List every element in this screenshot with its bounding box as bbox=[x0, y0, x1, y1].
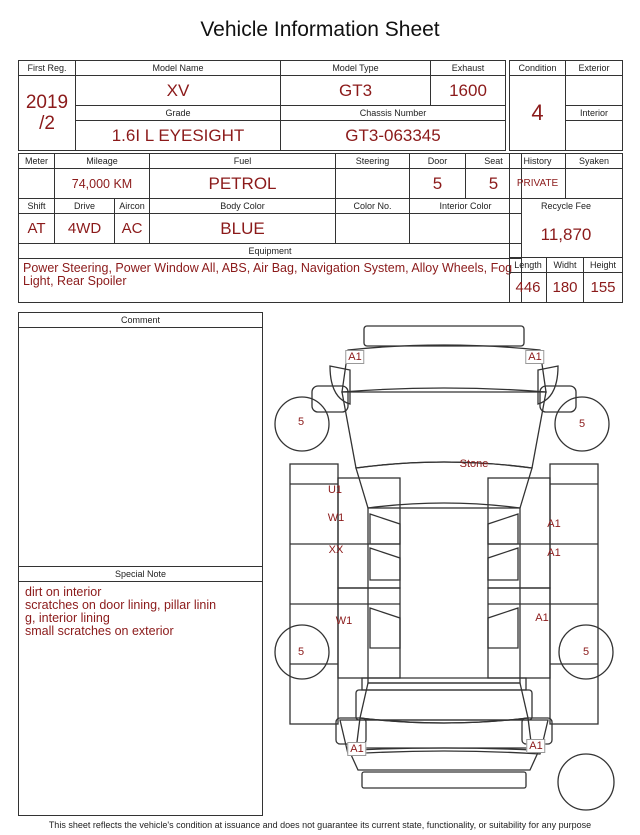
fuel-label: Fuel bbox=[150, 154, 336, 169]
recycle-fee-value: 11,870 bbox=[510, 213, 623, 257]
recycle-fee-label: Recycle Fee bbox=[510, 199, 623, 214]
condition-value: 4 bbox=[510, 76, 566, 151]
length-value: 446 bbox=[510, 272, 547, 303]
length-label: Length bbox=[510, 257, 547, 272]
history-table bbox=[509, 153, 623, 303]
exhaust-value: 1600 bbox=[431, 76, 506, 106]
steering-label: Steering bbox=[336, 154, 410, 169]
vehicle-summary-table bbox=[18, 60, 506, 151]
height-label: Height bbox=[584, 257, 623, 272]
seat-label: Seat bbox=[466, 154, 522, 169]
condition-label: Condition bbox=[510, 61, 566, 76]
first-reg-label: First Reg. bbox=[19, 61, 76, 76]
damage-mark: 5 bbox=[582, 646, 590, 658]
chassis-number-label: Chassis Number bbox=[281, 106, 506, 121]
width-label: Widht bbox=[547, 257, 584, 272]
shift-value: AT bbox=[19, 214, 55, 244]
damage-mark: XX bbox=[328, 544, 344, 556]
special-note-text: dirt on interior scratches on door lining, pillar linin g, interior lining small scratches on exterior bbox=[25, 585, 217, 638]
interior-label: Interior bbox=[566, 106, 623, 121]
damage-mark: A1 bbox=[347, 742, 366, 756]
model-name-label: Model Name bbox=[76, 61, 281, 76]
history-value: PRIVATE bbox=[510, 169, 566, 199]
grade-label: Grade bbox=[76, 106, 281, 121]
comment-panel bbox=[18, 312, 263, 567]
car-diagram bbox=[270, 318, 630, 818]
exterior-value bbox=[566, 76, 623, 106]
spare-wheel bbox=[558, 754, 614, 810]
height-value: 155 bbox=[584, 272, 623, 303]
right-side-shape bbox=[550, 464, 598, 724]
equipment-value: Power Steering, Power Window All, ABS, Air Bag, Navigation System, Alloy Wheels, Fog Light, Rear Spoiler bbox=[23, 261, 513, 288]
interior-color-label: Interior Color bbox=[410, 199, 522, 214]
body-color-label: Body Color bbox=[150, 199, 336, 214]
condition-table bbox=[509, 60, 623, 151]
exhaust-label: Exhaust bbox=[431, 61, 506, 76]
disclaimer-footer: This sheet reflects the vehicle's condition at issuance and does not guarantee its current state, functionality, or suitability for any purpose bbox=[48, 820, 592, 830]
width-value: 180 bbox=[547, 272, 584, 303]
hood-front-shape bbox=[342, 345, 546, 392]
model-name-value: XV bbox=[76, 76, 281, 106]
page-title: Vehicle Information Sheet bbox=[200, 18, 440, 41]
trunk-shape bbox=[356, 690, 532, 720]
equipment-label: Equipment bbox=[19, 244, 522, 259]
roof-shape bbox=[368, 508, 520, 683]
windshield-shape bbox=[356, 462, 532, 508]
damage-mark: 5 bbox=[578, 418, 586, 430]
damage-mark: Stone bbox=[459, 458, 489, 470]
model-type-label: Model Type bbox=[281, 61, 431, 76]
aircon-value: AC bbox=[115, 214, 150, 244]
comment-label: Comment bbox=[19, 313, 262, 328]
damage-mark: U1 bbox=[327, 484, 343, 496]
door-value: 5 bbox=[410, 169, 466, 199]
shift-label: Shift bbox=[19, 199, 55, 214]
damage-mark: 5 bbox=[297, 416, 305, 428]
damage-mark: A1 bbox=[526, 739, 545, 753]
damage-mark: W1 bbox=[327, 512, 345, 524]
color-no-label: Color No. bbox=[336, 199, 410, 214]
rear-window-shape bbox=[360, 683, 528, 723]
rear-bumper-shape bbox=[362, 772, 526, 788]
model-type-value: GT3 bbox=[281, 76, 431, 106]
door-label: Door bbox=[410, 154, 466, 169]
damage-mark: A1 bbox=[535, 612, 549, 624]
damage-mark: A1 bbox=[547, 518, 561, 530]
steering-value bbox=[336, 169, 410, 199]
damage-mark: A1 bbox=[345, 350, 364, 364]
special-note-label: Special Note bbox=[19, 567, 262, 582]
damage-mark: A1 bbox=[525, 350, 544, 364]
damage-mark: A1 bbox=[547, 547, 561, 559]
chassis-number-value: GT3-063345 bbox=[281, 121, 506, 151]
hood-shape bbox=[342, 392, 546, 468]
syaken-value bbox=[566, 169, 623, 199]
special-note-panel bbox=[18, 566, 263, 816]
front-bumper-shape bbox=[364, 326, 524, 346]
mileage-label: Mileage bbox=[55, 154, 150, 169]
fuel-value: PETROL bbox=[150, 169, 336, 199]
history-label: History bbox=[510, 154, 566, 169]
meter-label: Meter bbox=[19, 154, 55, 169]
drive-label: Drive bbox=[55, 199, 115, 214]
body-color-value: BLUE bbox=[150, 214, 336, 244]
color-no-value bbox=[336, 214, 410, 244]
syaken-label: Syaken bbox=[566, 154, 623, 169]
interior-value bbox=[566, 121, 623, 151]
exterior-label: Exterior bbox=[566, 61, 623, 76]
first-reg-value: 2019 /2 bbox=[19, 76, 76, 151]
mileage-value: 74,000 KM bbox=[55, 169, 150, 199]
interior-color-value bbox=[410, 214, 522, 244]
vehicle-details-table bbox=[18, 153, 522, 303]
grade-value: 1.6I L EYESIGHT bbox=[76, 121, 281, 151]
aircon-label: Aircon bbox=[115, 199, 150, 214]
seat-value: 5 bbox=[466, 169, 522, 199]
damage-mark: W1 bbox=[335, 615, 353, 627]
damage-mark: 5 bbox=[297, 646, 305, 658]
left-side-shape bbox=[290, 464, 338, 724]
meter-value bbox=[19, 169, 55, 199]
drive-value: 4WD bbox=[55, 214, 115, 244]
